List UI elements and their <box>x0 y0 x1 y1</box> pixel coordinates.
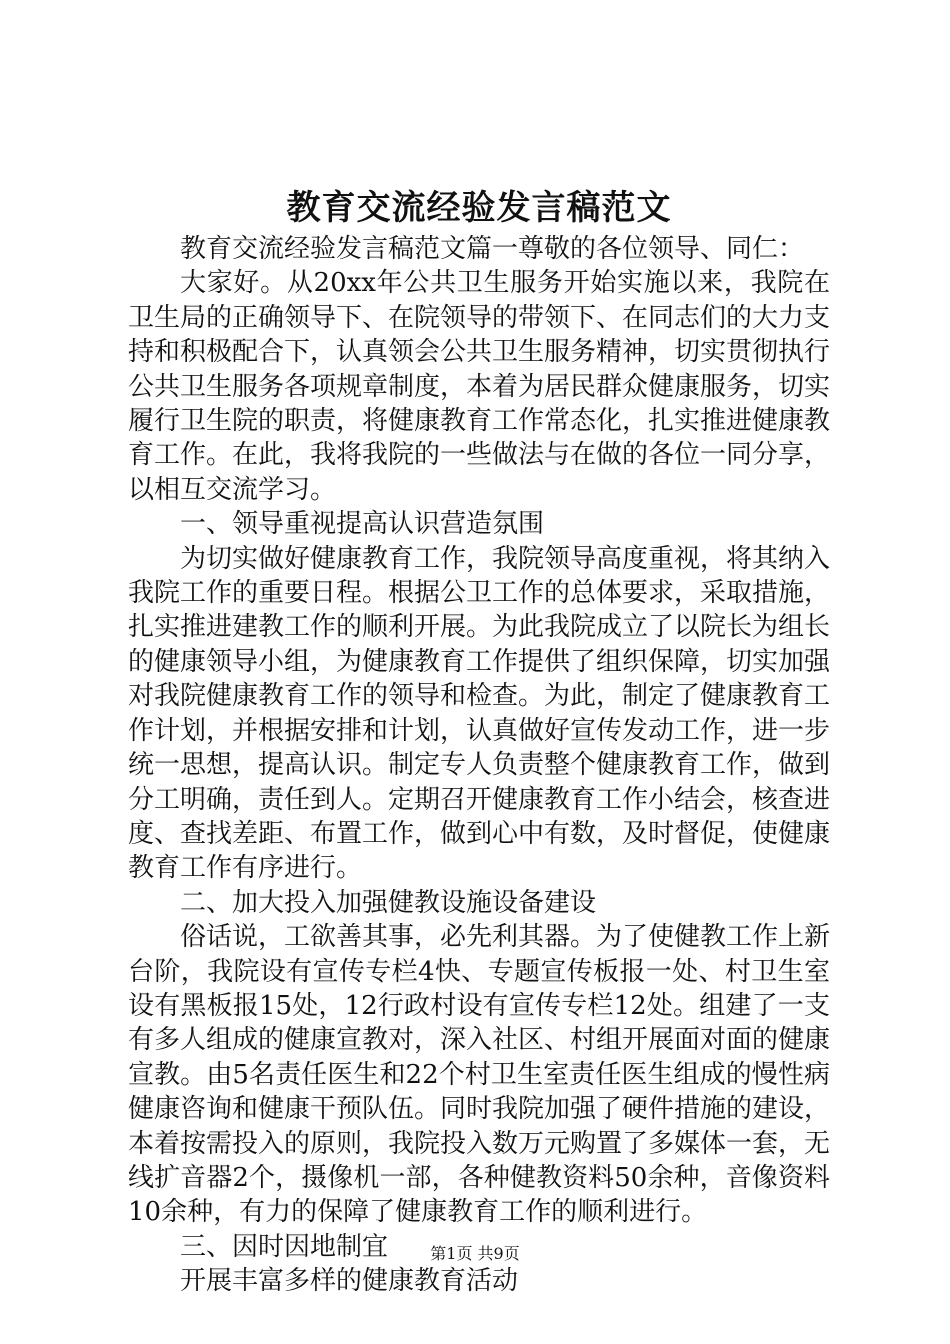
section-heading-3: 三、因时因地制宜 <box>180 1231 389 1262</box>
paragraph-section-3: 开展丰富多样的健康教育活动 <box>180 1266 519 1297</box>
paragraph-section-2: 俗话说，工欲善其事，必先利其器。为了使健教工作上新台阶，我院设有宣传专栏4快、专题宣传板报一处、村卫生室设有黑板报15处，12行政村设有宣传专栏12处。组建了一支有多人组成的健康宣教对，深入社区、村组开展面对面的健康宣教。由5名责任医生和22个村卫生室责任医生组成的慢性病健康咨询和健康干预队伍。同时我院加强了硬件措施的建设，本着按需投入的原则，我院投入数万元购置了多媒体一套，无线扩音器2个，摄像机一部，各种健教资料50余种，音像资料10余种，有力的保障了健康教育工作的顺利进行。 <box>128 922 831 1228</box>
paragraph-salutation: 教育交流经验发言稿范文篇一尊敬的各位领导、同仁： <box>180 234 805 264</box>
paragraph-section-1: 为切实做好健康教育工作，我院领导高度重视，将其纳入我院工作的重要日程。根据公卫工作的总体要求，采取措施，扎实推进建教工作的顺利开展。为此我院成立了以院长为组长的健康领导小组，为健康教育工作提供了组织保障，切实加强对我院健康教育工作的领导和检查。为此，制定了健康教育工作计划，并根据安排和计划，认真做好宣传发动工作，进一步统一思想，提高认识。制定专人负责整个健康教育工作，做到分工明确，责任到人。定期召开健康教育工作小结会，核查进度、查找差距、布置工作，做到心中有数，及时督促，使健康教育工作有序进行。 <box>128 543 831 884</box>
page-number-footer: 第1页 共9页 <box>430 1244 520 1263</box>
document-title: 教育交流经验发言稿范文 <box>286 188 672 228</box>
paragraph-intro: 大家好。从20xx年公共卫生服务开始实施以来，我院在卫生局的正确领导下、在院领导的带领下、在同志们的大力支持和积极配合下，认真领会公共卫生服务精神，切实贯彻执行公共卫生服务各项规章制度，本着为居民群众健康服务，切实履行卫生院的职责，将健康教育工作常态化，扎实推进健康教育工作。在此，我将我院的一些做法与在做的各位一同分享，以相互交流学习。 <box>128 268 831 505</box>
section-heading-2: 二、加大投入加强健教设施设备建设 <box>180 887 597 918</box>
document-body <box>128 232 830 1299</box>
section-heading-1: 一、领导重视提高认识营造氛围 <box>180 509 545 540</box>
document-page <box>128 186 830 1299</box>
